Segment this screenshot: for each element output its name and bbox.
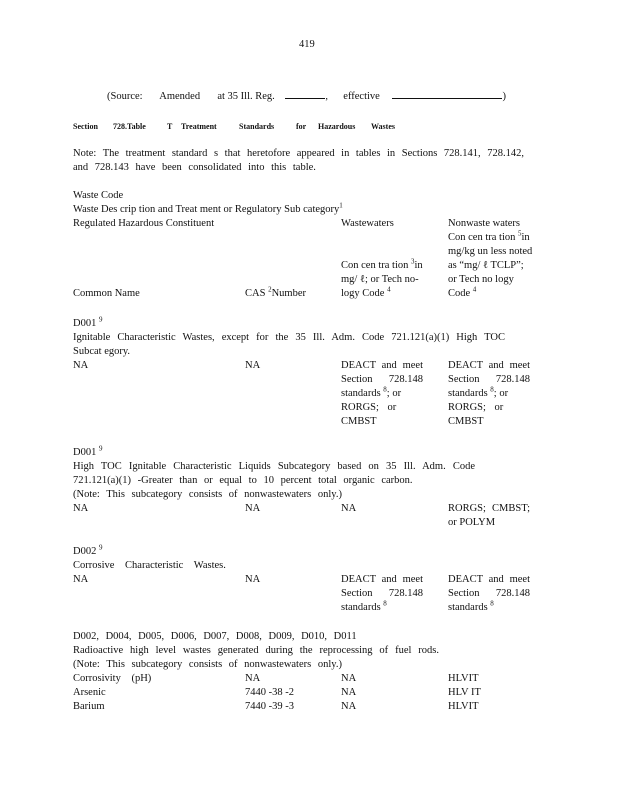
d002-code	[73, 545, 102, 559]
header-nonwaste-4: as “mg/ ℓ TCLP”;	[448, 260, 524, 271]
header-waste-description	[73, 203, 343, 217]
heading-word: Standards	[239, 122, 275, 131]
cas-label: CAS	[245, 288, 266, 299]
ww-conc: Con cen tra tion	[341, 260, 409, 271]
nonwaste-code: Code	[448, 288, 471, 299]
table-row-nww: HLVIT	[448, 673, 479, 684]
table-row-nww: HLV IT	[448, 687, 481, 698]
footnote-marker: 8	[490, 385, 494, 394]
d001a-desc-2: Subcat egory.	[73, 346, 131, 357]
footnote-marker: 4	[387, 285, 391, 294]
d001b-note: (Note: This subcategory consists of nonwastewaters only.)	[73, 489, 342, 500]
nonwaste-in: in	[521, 232, 530, 243]
d001a-ww-5: CMBST	[341, 416, 377, 427]
d001a-ww-2: Section 728.148	[341, 374, 423, 385]
table-row-name: Barium	[73, 701, 105, 712]
source-open: (Source:	[107, 91, 143, 102]
header-nonwaste-2	[448, 231, 530, 245]
d001b-nww-2: or POLYM	[448, 517, 496, 528]
d002-nww-3	[448, 601, 494, 615]
ww-code: logy Code	[341, 288, 385, 299]
d001b-desc-2: 721.121(a)(1) -Greater than or equal to 10 percent total organic carbon.	[73, 475, 413, 486]
header-ww-conc-3	[341, 287, 391, 301]
d001a-code	[73, 317, 102, 331]
d002-ww-2: Section 728.148	[341, 588, 423, 599]
page-number: 419	[299, 39, 315, 50]
d001a-cas: NA	[245, 360, 261, 371]
footnote-marker: 3	[410, 257, 415, 266]
waste-desc-text: Waste Des crip tion and Treat ment or Regulatory Sub category	[73, 204, 340, 215]
d001a-nww-1: DEACT and meet	[448, 360, 530, 371]
ww-in: in	[414, 260, 423, 271]
d001a-nww-2: Section 728.148	[448, 374, 530, 385]
footnote-marker: 9	[98, 543, 103, 552]
d002b-note: (Note: This subcategory consists of nonwastewaters only.)	[73, 659, 342, 670]
d002-ww-1: DEACT and meet	[341, 574, 423, 585]
waste-code: D002	[73, 546, 97, 557]
d002-ww-3	[341, 601, 387, 615]
heading-word: 728.Table	[113, 122, 146, 131]
heading-word: Hazardous	[318, 122, 356, 131]
waste-code: D001	[73, 447, 97, 458]
footnote-marker: 8	[383, 599, 387, 608]
d002b-desc-1: Radioactive high level wastes generated during the reprocessing of fuel rods.	[73, 645, 439, 656]
standards: standards	[448, 602, 488, 613]
table-row-ww: NA	[341, 701, 357, 712]
header-nonwaste-6	[448, 287, 476, 301]
footnote-marker: 4	[472, 285, 477, 294]
table-row-nww: HLVIT	[448, 701, 479, 712]
heading-word: for	[296, 122, 307, 131]
d001b-common-name: NA	[73, 503, 89, 514]
table-row-name: Corrosivity (pH)	[73, 673, 152, 684]
table-row-ww: NA	[341, 687, 357, 698]
table-row-name: Arsenic	[73, 687, 106, 698]
table-row-cas: 7440 -39 -3	[245, 701, 294, 712]
d001b-cas: NA	[245, 503, 261, 514]
header-regulated: Regulated Hazardous Constituent	[73, 218, 215, 229]
d001a-desc-1: Ignitable Characteristic Wastes, except for the 35 Ill. Adm. Code 721.121(a)(1) High TOC	[73, 332, 505, 343]
d001a-ww-3	[341, 387, 401, 401]
footnote-marker: 8	[383, 385, 387, 394]
header-waste-code: Waste Code	[73, 190, 124, 201]
standards: standards	[341, 602, 381, 613]
footnote-marker: 8	[490, 599, 494, 608]
source-effective: effective	[343, 91, 380, 102]
table-row-cas: NA	[245, 673, 261, 684]
header-nonwaste-3: mg/kg un less noted	[448, 246, 533, 257]
d001a-nww-3	[448, 387, 508, 401]
d001a-common-name: NA	[73, 360, 89, 371]
d001b-desc-1: High TOC Ignitable Characteristic Liquids Subcategory based on 35 Ill. Adm. Code	[73, 461, 475, 472]
d001a-ww-1: DEACT and meet	[341, 360, 423, 371]
source-comma: ,	[325, 91, 329, 102]
d001a-nww-4: RORGS; or	[448, 402, 504, 413]
d001a-nww-5: CMBST	[448, 416, 484, 427]
or: ; or	[493, 388, 509, 399]
cas-number-label: Number	[271, 288, 306, 299]
heading-word: Treatment	[181, 122, 217, 131]
d001b-nww-1: RORGS; CMBST;	[448, 503, 530, 514]
header-ww-conc-1	[341, 259, 423, 273]
header-ww-conc-2: mg/ ℓ; or Tech no-	[341, 274, 419, 285]
standards: standards	[448, 388, 488, 399]
d002-nww-1: DEACT and meet	[448, 574, 530, 585]
note-line-2: and 728.143 have been consolidated into this table.	[73, 162, 316, 173]
d002-desc-1: Corrosive Characteristic Wastes.	[73, 560, 226, 571]
or: ; or	[386, 388, 402, 399]
d001b-ww: NA	[341, 503, 357, 514]
table-row-ww: NA	[341, 673, 357, 684]
d001a-ww-4: RORGS; or	[341, 402, 397, 413]
header-common-name: Common Name	[73, 288, 140, 299]
header-nonwaste-5: or Tech no logy	[448, 274, 514, 285]
header-nonwaste-1: Nonwaste waters	[448, 218, 521, 229]
source-close: )	[502, 91, 506, 102]
heading-word: Section	[73, 122, 98, 131]
footnote-marker: 2	[268, 285, 272, 294]
reg-blank	[285, 88, 325, 99]
nonwaste-conc: Con cen tra tion	[448, 232, 516, 243]
source-line	[107, 88, 506, 104]
table-row-cas: 7440 -38 -2	[245, 687, 294, 698]
waste-code: D001	[73, 318, 97, 329]
note-line-1: Note: The treatment standard s that heretofore appeared in tables in Sections 728.141, 728.142,	[73, 148, 524, 159]
d001b-code	[73, 446, 102, 460]
footnote-marker: 9	[98, 315, 103, 324]
source-amended: Amended	[159, 91, 201, 102]
source-at: at 35 Ill. Reg.	[217, 91, 275, 102]
footnote-marker: 9	[98, 444, 103, 453]
d002b-code: D002, D004, D005, D006, D007, D008, D009, D010, D011	[73, 631, 357, 642]
date-blank	[392, 88, 502, 99]
heading-word: T	[167, 122, 173, 131]
footnote-marker: 5	[517, 229, 522, 238]
header-wastewaters: Wastewaters	[341, 218, 394, 229]
d002-cas: NA	[245, 574, 261, 585]
d002-nww-2: Section 728.148	[448, 588, 530, 599]
d002-common-name: NA	[73, 574, 89, 585]
heading-word: Wastes	[371, 122, 395, 131]
header-cas	[245, 287, 306, 301]
footnote-marker: 1	[339, 201, 343, 210]
standards: standards	[341, 388, 381, 399]
